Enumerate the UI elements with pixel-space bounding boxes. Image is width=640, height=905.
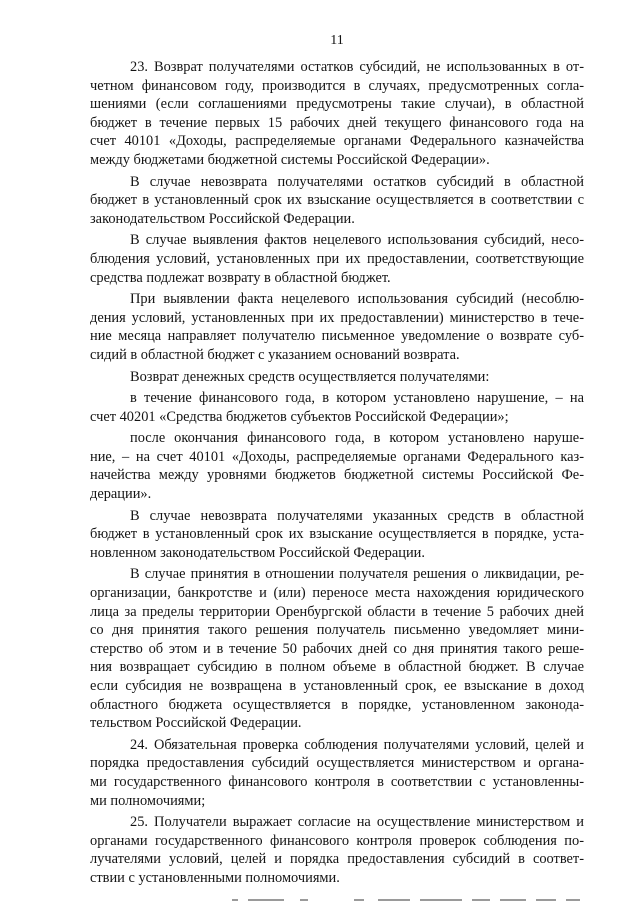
paragraph: [90, 58, 584, 170]
text-line: лучателями условий, целей и порядка предоставления субсидий в соответ-: [90, 851, 584, 868]
paragraph: [90, 565, 584, 732]
paragraph: [90, 368, 584, 387]
text-line: после окончания финансового года, в котором установлено наруше-: [130, 430, 584, 447]
text-line: органами государственного финансового контроля проверок соблюдения по-: [90, 832, 584, 849]
text-line: бюджет в течение первых 15 рабочих дней текущего финансового года на: [90, 114, 584, 131]
text-line: В случае невозврата получателями остатков субсидий в областной: [130, 173, 584, 190]
text-line: бюджет в установленный срок их взыскание осуществляется в соответствии с: [90, 192, 584, 209]
text-line: областного бюджета осуществляется в порядке, установленном законода-: [90, 696, 584, 713]
text-line: законодательством Российской Федерации.: [90, 210, 355, 227]
text-line: ствии с установленными полномочиями.: [90, 869, 340, 886]
text-line: ния возвращает субсидию в полном объеме в областной бюджет. В случае: [90, 659, 584, 676]
text-line: лица за пределы территории Оренбургской области в течение 5 рабочих дней: [90, 603, 584, 620]
paragraph: [90, 290, 584, 364]
text-line: тельством Российской Федерации.: [90, 715, 302, 732]
text-line: Возврат денежных средств осуществляется получателями:: [130, 368, 490, 385]
text-line: счет 40201 «Средства бюджетов субъектов Российской Федерации»;: [90, 408, 509, 425]
text-line: шениями (если соглашениями предусмотрены такие случаи), в областной: [90, 96, 584, 113]
text-line: В случае выявления фактов нецелевого использования субсидий, несо-: [130, 232, 584, 249]
text-line: дения условий, установленных при их предоставлении) министерство в тече-: [90, 309, 584, 326]
text-line: В случае невозврата получателями указанных средств в областной: [130, 507, 584, 524]
paragraph: [90, 173, 584, 229]
text-line: ми государственного финансового контроля в соответствии с установленны-: [90, 773, 584, 790]
text-line: со дня принятия такого решения получатель письменно уведомляет мини-: [90, 622, 584, 639]
paragraph: [90, 736, 584, 810]
text-line: 25. Получатели выражает согласие на осуществление министерством и: [130, 814, 584, 831]
text-line: стерство об этом и в течение 50 рабочих дней со дня принятия такого реше-: [90, 640, 584, 657]
document-body: [90, 58, 584, 888]
text-line: В случае принятия в отношении получателя решения о ликвидации, ре-: [130, 566, 584, 583]
text-line: ми полномочиями;: [90, 792, 206, 809]
text-line: четном финансовом году, производится в случаях, предусмотренных согла-: [90, 77, 584, 94]
text-line: При выявлении факта нецелевого использования субсидий (несоблю-: [130, 291, 584, 308]
text-line: 24. Обязательная проверка соблюдения получателями условий, целей и: [130, 736, 584, 753]
text-line: новленном законодательством Российской Федерации.: [90, 544, 425, 561]
text-line: счет 40101 «Доходы, распределяемые органами Федерального казначейства: [90, 133, 584, 150]
scan-artifacts: [0, 896, 640, 905]
text-line: блюдения условий, установленных при их предоставлении, соответствующие: [90, 250, 584, 267]
text-line: если субсидия не возвращена в установленный срок, ее взыскание в доход: [90, 678, 584, 694]
paragraph: [90, 389, 584, 426]
page-number: 11: [330, 33, 344, 48]
text-line: бюджет в установленный срок их взыскание осуществляется в порядке, уста-: [90, 526, 584, 543]
text-line: 23. Возврат получателями остатков субсидий, не использованных в от-: [130, 59, 584, 75]
text-line: начейства между уровнями бюджетов бюджетной системы Российской Фе-: [90, 467, 584, 484]
text-line: средства подлежат возврату в областной бюджет.: [90, 269, 391, 286]
paragraph: [90, 507, 584, 563]
text-line: между бюджетами бюджетной системы Российской Федерации».: [90, 151, 490, 168]
text-line: ние месяца направляет получателю письменное уведомление о возврате суб-: [90, 328, 584, 345]
text-line: порядка предоставления субсидий осуществляется министерством и органа-: [90, 755, 584, 772]
text-line: дерации».: [90, 486, 152, 503]
text-line: организации, банкротстве и (или) переносе места нахождения юридического: [90, 585, 584, 602]
text-line: сидий в областной бюджет с указанием оснований возврата.: [90, 346, 460, 363]
text-line: ние, – на счет 40101 «Доходы, распределяемые органами Федерального каз-: [90, 448, 584, 465]
paragraph: [90, 429, 584, 503]
paragraph: [90, 231, 584, 287]
paragraph: [90, 813, 584, 887]
text-line: в течение финансового года, в котором установлено нарушение, – на: [130, 390, 584, 407]
